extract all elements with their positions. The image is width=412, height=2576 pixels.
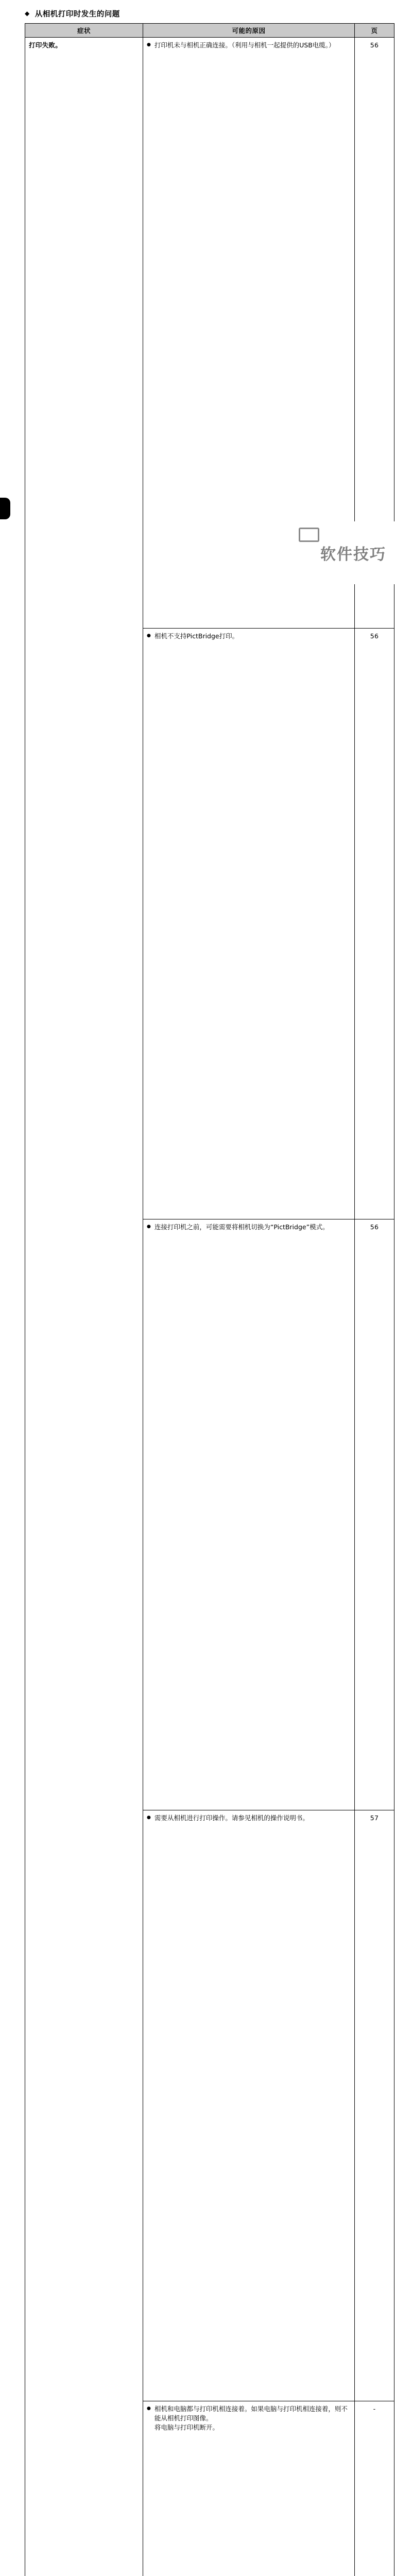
cause-text: 连接打印机之前，可能需要将相机切换为“PictBridge”模式。 xyxy=(154,1223,351,1232)
bullet-icon: ● xyxy=(147,1814,151,1822)
document-page xyxy=(0,0,412,584)
watermark-text: 软件技巧 xyxy=(320,541,386,564)
bullet-icon: ● xyxy=(147,2405,151,2413)
section-heading xyxy=(25,8,412,19)
cause-text: 打印机未与相机正确连接。（利用与相机一起提供的USB电缆。） xyxy=(154,41,351,50)
page-reference-cell: 57 xyxy=(355,1810,394,2401)
cause-cell xyxy=(143,629,355,1219)
bullet-icon: ● xyxy=(147,632,151,640)
column-header-cause: 可能的原因 xyxy=(143,24,355,38)
diamond-bullet-icon: ◆ xyxy=(25,10,30,16)
column-header-symptom: 症状 xyxy=(25,24,143,38)
cause-cell xyxy=(143,1810,355,2401)
troubleshooting-table xyxy=(25,23,394,2576)
bullet-icon: ● xyxy=(147,41,151,49)
page-reference-cell: 56 xyxy=(355,1219,394,1810)
cause-cell xyxy=(143,1219,355,1810)
cause-text: 相机不支持PictBridge打印。 xyxy=(154,632,351,641)
page-edge-tab xyxy=(0,498,10,519)
watermark xyxy=(295,521,412,584)
section-heading-text: 从相机打印时发生的问题 xyxy=(35,8,120,19)
page-reference-cell: - xyxy=(355,2401,394,2576)
page-reference-cell: 56 xyxy=(355,629,394,1219)
watermark-logo-icon xyxy=(299,528,319,542)
cause-cell xyxy=(143,2401,355,2576)
section xyxy=(0,8,412,2576)
column-header-page: 页 xyxy=(355,24,394,38)
sections-container xyxy=(0,8,412,2576)
page-reference-cell: 56 xyxy=(355,38,394,629)
table-header-row xyxy=(25,24,394,38)
cause-text: 相机和电脑都与打印机相连接着。如果电脑与打印机相连接着，则不能从相机打印图像。 将电脑与打印机断开。 xyxy=(154,2404,351,2432)
cause-text: 需要从相机进行打印操作。请参见相机的操作说明书。 xyxy=(154,1814,351,1823)
symptom-cell: 打印失败。 xyxy=(25,38,143,2576)
bullet-icon: ● xyxy=(147,1223,151,1231)
